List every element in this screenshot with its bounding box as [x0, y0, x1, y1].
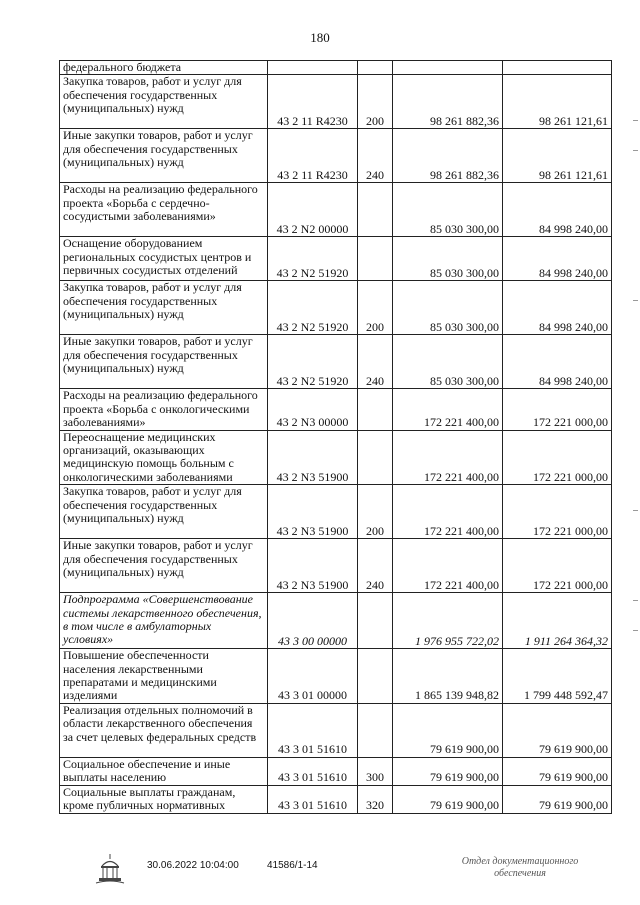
row-amount-1: 1 976 955 722,02	[393, 593, 503, 649]
row-name: Расходы на реализацию федерального проекта «Борьба с сердечно-сосудистыми заболеваниями»	[60, 183, 268, 237]
row-amount-1: 79 619 900,00	[393, 703, 503, 757]
row-name: Иные закупки товаров, работ и услуг для обеспечения государственных (муниципальных) нужд	[60, 129, 268, 183]
table-row	[60, 335, 612, 389]
row-target-code: 43 3 00 00000	[268, 593, 358, 649]
row-target-code: 43 2 N3 51900	[268, 485, 358, 539]
row-expense-type	[358, 703, 393, 757]
row-expense-type: 200	[358, 485, 393, 539]
row-amount-2: 172 221 000,00	[503, 430, 612, 485]
row-name: Подпрограмма «Совершенствование системы лекарственного обеспечения, в том числе в амбулаторных условиях»	[60, 593, 268, 649]
budget-table-body	[60, 61, 612, 814]
row-amount-2: 84 998 240,00	[503, 335, 612, 389]
row-target-code: 43 2 N2 00000	[268, 183, 358, 237]
row-amount-2: 1 799 448 592,47	[503, 649, 612, 704]
row-expense-type	[358, 61, 393, 75]
row-target-code: 43 2 11 R4230	[268, 129, 358, 183]
row-expense-type	[358, 389, 393, 430]
row-amount-2: 1 911 264 364,32	[503, 593, 612, 649]
row-name: федерального бюджета	[60, 61, 268, 75]
row-amount-1: 79 619 900,00	[393, 785, 503, 813]
row-name: Закупка товаров, работ и услуг для обеспечения государственных (муниципальных) нужд	[60, 75, 268, 129]
row-amount-2: 79 619 900,00	[503, 703, 612, 757]
row-expense-type	[358, 183, 393, 237]
table-row	[60, 430, 612, 485]
row-amount-2: 172 221 000,00	[503, 539, 612, 593]
row-amount-1: 172 221 400,00	[393, 539, 503, 593]
row-amount-1	[393, 61, 503, 75]
row-expense-type: 240	[358, 129, 393, 183]
page-number: 180	[310, 30, 330, 45]
row-target-code: 43 2 N2 51920	[268, 281, 358, 335]
table-row	[60, 281, 612, 335]
row-target-code: 43 2 N3 51900	[268, 430, 358, 485]
scan-margin-marks	[630, 0, 638, 905]
emblem-icon	[93, 852, 127, 891]
row-target-code: 43 3 01 00000	[268, 649, 358, 704]
table-row	[60, 389, 612, 430]
row-amount-1: 85 030 300,00	[393, 281, 503, 335]
row-amount-2: 98 261 121,61	[503, 75, 612, 129]
row-target-code: 43 3 01 51610	[268, 785, 358, 813]
table-row	[60, 75, 612, 129]
footer-document-number: 41586/1-14	[267, 860, 318, 871]
row-expense-type: 240	[358, 335, 393, 389]
row-amount-2: 84 998 240,00	[503, 183, 612, 237]
row-amount-1: 98 261 882,36	[393, 129, 503, 183]
table-row	[60, 703, 612, 757]
row-expense-type	[358, 430, 393, 485]
row-name: Оснащение оборудованием региональных сосудистых центров и первичных сосудистых отделений	[60, 237, 268, 281]
table-row	[60, 183, 612, 237]
footer	[0, 852, 640, 892]
row-amount-2: 79 619 900,00	[503, 757, 612, 785]
row-target-code: 43 2 N2 51920	[268, 237, 358, 281]
row-amount-1: 79 619 900,00	[393, 757, 503, 785]
row-name: Переоснащение медицинских организаций, оказывающих медицинскую помощь больным с онкологическими заболеваниями	[60, 430, 268, 485]
budget-table	[59, 60, 612, 814]
row-amount-1: 172 221 400,00	[393, 485, 503, 539]
row-target-code: 43 3 01 51610	[268, 703, 358, 757]
row-amount-2: 172 221 000,00	[503, 389, 612, 430]
row-amount-2: 172 221 000,00	[503, 485, 612, 539]
table-row	[60, 593, 612, 649]
row-amount-1: 98 261 882,36	[393, 75, 503, 129]
row-amount-2: 84 998 240,00	[503, 281, 612, 335]
table-row	[60, 61, 612, 75]
row-name: Иные закупки товаров, работ и услуг для обеспечения государственных (муниципальных) нужд	[60, 335, 268, 389]
table-row	[60, 539, 612, 593]
row-target-code	[268, 61, 358, 75]
table-row	[60, 237, 612, 281]
row-amount-2	[503, 61, 612, 75]
footer-datetime: 30.06.2022 10:04:00	[147, 860, 239, 871]
row-expense-type: 200	[358, 75, 393, 129]
row-expense-type	[358, 593, 393, 649]
row-target-code: 43 2 N3 00000	[268, 389, 358, 430]
row-name: Закупка товаров, работ и услуг для обеспечения государственных (муниципальных) нужд	[60, 485, 268, 539]
row-name: Социальные выплаты гражданам, кроме публичных нормативных	[60, 785, 268, 813]
row-amount-1: 85 030 300,00	[393, 335, 503, 389]
row-target-code: 43 2 N3 51900	[268, 539, 358, 593]
table-row	[60, 129, 612, 183]
row-expense-type: 300	[358, 757, 393, 785]
row-amount-1: 172 221 400,00	[393, 389, 503, 430]
row-name: Иные закупки товаров, работ и услуг для обеспечения государственных (муниципальных) нужд	[60, 539, 268, 593]
row-target-code: 43 2 N2 51920	[268, 335, 358, 389]
table-row	[60, 757, 612, 785]
row-target-code: 43 2 11 R4230	[268, 75, 358, 129]
row-amount-2: 98 261 121,61	[503, 129, 612, 183]
table-row	[60, 785, 612, 813]
row-name: Расходы на реализацию федерального проекта «Борьба с онкологическими заболеваниями»	[60, 389, 268, 430]
row-expense-type	[358, 237, 393, 281]
row-expense-type: 320	[358, 785, 393, 813]
row-amount-1: 85 030 300,00	[393, 237, 503, 281]
row-name: Социальное обеспечение и иные выплаты населению	[60, 757, 268, 785]
row-name: Закупка товаров, работ и услуг для обеспечения государственных (муниципальных) нужд	[60, 281, 268, 335]
row-expense-type: 200	[358, 281, 393, 335]
row-amount-1: 172 221 400,00	[393, 430, 503, 485]
row-expense-type	[358, 649, 393, 704]
row-amount-1: 85 030 300,00	[393, 183, 503, 237]
row-amount-2: 79 619 900,00	[503, 785, 612, 813]
table-row	[60, 649, 612, 704]
row-expense-type: 240	[358, 539, 393, 593]
row-target-code: 43 3 01 51610	[268, 757, 358, 785]
table-row	[60, 485, 612, 539]
row-amount-1: 1 865 139 948,82	[393, 649, 503, 704]
row-name: Повышение обеспеченности населения лекарственными препаратами и медицинскими изделиями	[60, 649, 268, 704]
footer-department-stamp: Отдел документационного обеспечения	[461, 856, 579, 879]
row-name: Реализация отдельных полномочий в области лекарственного обеспечения за счет целевых федеральных средств	[60, 703, 268, 757]
row-amount-2: 84 998 240,00	[503, 237, 612, 281]
